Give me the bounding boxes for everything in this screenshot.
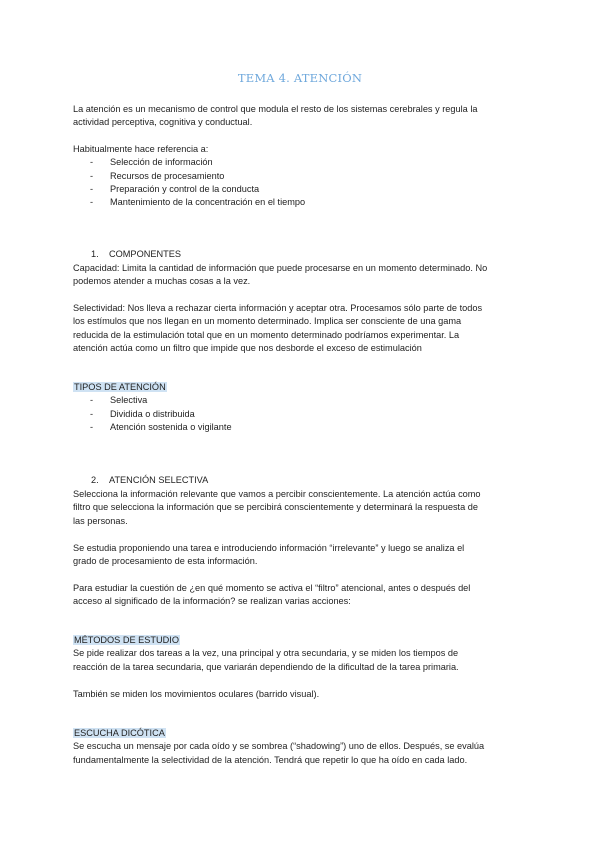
selectiva-p1-line-3: las personas. xyxy=(73,515,128,526)
capacidad-line-1: Capacidad: Limita la cantidad de información que puede procesarse en un momento determinado. No xyxy=(73,263,488,273)
selectiva-p2-line-2: grado de procesamiento de esta información. xyxy=(73,556,258,567)
intro-line-1: La atención es un mecanismo de control que modula el resto de los sistemas cerebrales y regula la xyxy=(73,104,478,114)
selectividad-line-3: reducida de la estimulación total que en un momento determinado podríamos experimentar. La xyxy=(73,329,460,340)
selectiva-p1-line-1: Selecciona la información relevante que vamos a percibir conscientemente. La atención actúa como xyxy=(73,489,481,499)
reference-list xyxy=(73,156,533,209)
escucha-heading: ESCUCHA DICÓTICA xyxy=(74,728,165,738)
list-item: - Selectiva xyxy=(90,395,148,406)
selectividad-line-1: Selectividad: Nos lleva a rechazar cierta información y aceptar otra. Procesamos sólo parte de todos xyxy=(73,303,483,313)
reference-lead: Habitualmente hace referencia a: xyxy=(73,144,209,154)
list-item: - Selección de información xyxy=(90,157,213,168)
metodos-p1-line-1: Se pide realizar dos tareas a la vez, una principal y otra secundaria, y se miden los tiempos de xyxy=(73,648,459,659)
tipos-block xyxy=(73,381,533,434)
section-number: 2. xyxy=(91,475,99,485)
list-item: - Recursos de procesamiento xyxy=(90,170,225,181)
tipos-heading: TIPOS DE ATENCIÓN xyxy=(74,382,166,392)
escucha-line-2: fundamentalmente la selectividad de la atención. Tendrá que repetir lo que ha oído en cada lado. xyxy=(73,754,468,765)
section-number: 1. xyxy=(91,249,99,259)
list-item: - Dividida o distribuida xyxy=(90,408,195,419)
metodos-block xyxy=(73,634,533,674)
selectividad-line-2: los estímulos que nos llegan en un momento determinado. Implica ser consciente de una gama xyxy=(73,316,462,327)
escucha-block xyxy=(73,727,533,767)
selectividad-line-4: atención actúa como un filtro que impide que nos desborde el exceso de estimulación xyxy=(73,342,422,353)
list-item: - Mantenimiento de la concentración en el tiempo xyxy=(90,197,306,208)
capacidad-paragraph xyxy=(73,262,533,289)
selectiva-p3-line-2: acceso al significado de la información? se realizan varias acciones: xyxy=(73,596,351,607)
section-heading-atencion-selectiva xyxy=(91,475,208,485)
selectiva-paragraph-3 xyxy=(73,582,533,609)
metodos-p1-line-2: reacción de la tarea secundaria, que variarán dependiendo de la dificultad de la tarea primaria. xyxy=(73,661,459,672)
selectiva-p1-line-2: filtro que selecciona la información que se percibirá conscientemente y determinará la respuesta de xyxy=(73,502,478,513)
tipos-list xyxy=(73,394,533,434)
list-item: - Atención sostenida o vigilante xyxy=(90,421,232,432)
intro-line-2: actividad perceptiva, cognitiva y conductual. xyxy=(73,117,253,128)
metodos-paragraph-2 xyxy=(73,688,533,701)
section-title: COMPONENTES xyxy=(109,249,181,259)
page-title: TEMA 4. ATENCIÓN xyxy=(237,71,363,85)
reference-block xyxy=(73,143,533,209)
section-title: ATENCIÓN SELECTIVA xyxy=(109,475,209,485)
escucha-line-1: Se escucha un mensaje por cada oído y se sombrea (“shadowing”) uno de ellos. Después, se evalúa xyxy=(73,741,485,752)
selectiva-p2-line-1: Se estudia proponiendo una tarea e introduciendo información “irrelevante” y luego se analiza el xyxy=(73,543,465,553)
selectiva-p3-line-1: Para estudiar la cuestión de ¿en qué momento se activa el “filtro” atencional, antes o después del xyxy=(73,583,471,593)
capacidad-line-2: podemos atender a muchas cosas a la vez. xyxy=(73,276,251,287)
selectiva-paragraph-2 xyxy=(73,542,533,569)
metodos-heading: MÉTODOS DE ESTUDIO xyxy=(74,635,179,645)
list-item: - Preparación y control de la conducta xyxy=(90,183,260,194)
intro-paragraph xyxy=(73,103,533,130)
metodos-p2: También se miden los movimientos oculares (barrido visual). xyxy=(73,689,320,699)
section-heading-componentes xyxy=(91,249,181,259)
selectiva-paragraph-1 xyxy=(73,488,533,528)
selectividad-paragraph xyxy=(73,302,533,355)
